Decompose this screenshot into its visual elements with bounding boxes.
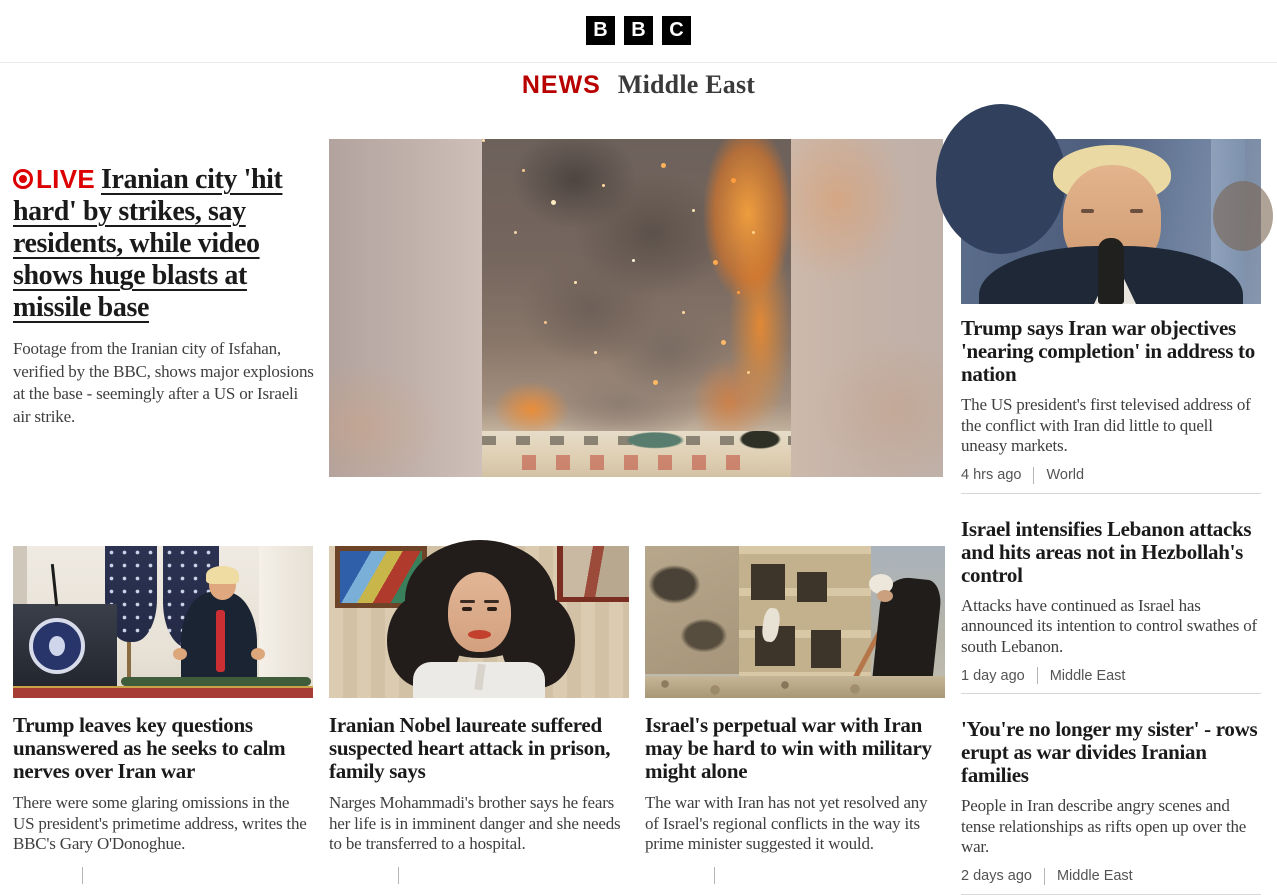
category-link[interactable]: Middle East: [1049, 667, 1126, 684]
bbc-logo-letter: C: [662, 16, 691, 45]
ruined-building-shape: [645, 546, 743, 674]
eyebrow-shape: [484, 600, 499, 603]
fire-sparks: [482, 139, 485, 142]
story-meta-cutoff: [645, 867, 945, 884]
live-story-headline-link[interactable]: [13, 163, 315, 324]
timestamp: 1 day ago: [961, 667, 1025, 684]
story-summary: There were some glaring omissions in the US president's primetime address, writes the BBC's Gary O'Donoghue.: [13, 793, 307, 853]
meta-divider: [82, 867, 83, 884]
podium-shape: [13, 604, 117, 688]
timestamp: 2 days ago: [961, 868, 1032, 884]
category-link[interactable]: World: [1046, 467, 1085, 483]
white-column-shape: [259, 546, 313, 698]
live-headline-text[interactable]: Iranian city 'hit hard' by strikes, say residents, while video shows huge blasts at missile base: [13, 164, 283, 323]
story-meta: [961, 467, 1261, 484]
live-icon: [13, 169, 33, 189]
card-israel-iran-war: [645, 546, 945, 884]
destroyed-building-image[interactable]: [645, 546, 945, 698]
live-story: [13, 163, 315, 428]
live-story-summary: Footage from the Iranian city of Isfahan, verified by the BBC, shows major explosions at the base - seemingly after a US or Israeli air strike.: [13, 339, 314, 426]
hand-shape: [173, 648, 187, 660]
story-meta: [961, 868, 1261, 885]
card-trump-questions: [13, 546, 313, 884]
microphone-shape: [51, 564, 58, 606]
live-badge: LIVE: [36, 164, 95, 194]
story-headline-link[interactable]: 'You're no longer my sister' - rows erupt as war divides Iranian families: [961, 717, 1258, 787]
category-link[interactable]: Middle East: [1056, 868, 1133, 884]
blast-cavity-shape: [797, 572, 827, 602]
damaged-building-shape: [739, 546, 871, 678]
collar-shape: [474, 664, 486, 691]
meta-divider: [1033, 467, 1034, 484]
trump-microphone-image[interactable]: [961, 139, 1261, 304]
trump-white-house-image[interactable]: [13, 546, 313, 698]
white-shirt-shape: [413, 662, 545, 698]
hero-blur-left: [329, 139, 482, 477]
card-nobel-laureate: [329, 546, 629, 884]
story-headline-link[interactable]: Israel intensifies Lebanon attacks and hits areas not in Hezbollah's control: [961, 516, 1252, 587]
hair-shape: [206, 566, 239, 584]
main-content: [13, 139, 1261, 884]
eye-shape: [462, 607, 472, 611]
story-summary: Narges Mohammadi's brother says he fears her life is in imminent danger and she needs to be transferred to a hospital.: [329, 793, 621, 853]
story-summary: People in Iran describe angry scenes and tense relationships as rifts open up over the war.: [961, 796, 1247, 856]
header-divider: [0, 62, 1277, 63]
blast-cavity-shape: [751, 564, 785, 600]
story-lebanon-attacks: [961, 494, 1261, 695]
story-meta: [961, 667, 1261, 684]
microphone-shape: [1098, 238, 1124, 304]
bottom-stories-row: [13, 546, 945, 884]
bbc-logo[interactable]: [0, 16, 1277, 45]
secondary-stories-column: [961, 139, 1261, 895]
section-middle-east-link[interactable]: Middle East: [617, 70, 756, 99]
blue-drape-shape: [936, 104, 1066, 254]
garland-shape: [121, 677, 311, 686]
timestamp: 4 hrs ago: [961, 467, 1022, 483]
blast-cavity-shape: [811, 630, 841, 668]
story-summary: Attacks have continued as Israel has announced its intention to control swathes of south Lebanon.: [961, 595, 1257, 656]
story-summary: The war with Iran has not yet resolved any of Israel's regional conflicts in the way its prime minister suggested it would.: [645, 793, 928, 853]
story-trump-address: [961, 139, 1261, 494]
rubble-floor-shape: [645, 676, 945, 698]
base-building-strip: [482, 431, 791, 477]
red-tie-shape: [216, 610, 225, 672]
story-headline-link[interactable]: Trump says Iran war objectives 'nearing completion' in address to nation: [961, 316, 1255, 386]
story-headline-link[interactable]: Iranian Nobel laureate suffered suspected heart attack in prison, family says: [329, 713, 611, 783]
eye-shape: [487, 607, 497, 611]
story-meta-cutoff: [13, 867, 313, 884]
story-headline-link[interactable]: Israel's perpetual war with Iran may be hard to win with military might alone: [645, 713, 932, 783]
red-carpet-shape: [13, 686, 313, 698]
presidential-seal-shape: [29, 618, 85, 674]
smoke-and-fire-plume: [482, 139, 791, 477]
hand-shape: [251, 648, 265, 660]
hero-explosion-video-image[interactable]: [329, 139, 943, 477]
story-iranian-families: [961, 694, 1261, 895]
bbc-logo-letter: B: [586, 16, 615, 45]
story-headline-link[interactable]: Trump leaves key questions unanswered as he seeks to calm nerves over Iran war: [13, 713, 286, 783]
meta-divider: [1037, 667, 1038, 684]
meta-divider: [714, 867, 715, 884]
face-shape: [877, 590, 893, 602]
masthead: [0, 67, 1277, 103]
background-blur-shape: [1213, 181, 1273, 251]
story-summary: The US president's first televised address of the conflict with Iran did little to quell uneasy markets.: [961, 395, 1251, 455]
eyebrow-shape: [460, 600, 475, 603]
meta-divider: [398, 867, 399, 884]
eye-shape: [1081, 209, 1094, 213]
lips-shape: [468, 630, 491, 639]
narges-mohammadi-image[interactable]: [329, 546, 629, 698]
news-home-link[interactable]: NEWS: [521, 70, 601, 99]
face-shape: [448, 572, 511, 652]
eye-shape: [1130, 209, 1143, 213]
meta-divider: [1044, 868, 1045, 885]
bbc-logo-letter: B: [624, 16, 653, 45]
story-meta-cutoff: [329, 867, 629, 884]
framed-painting-shape: [557, 546, 629, 602]
hero-blur-right: [791, 139, 943, 477]
